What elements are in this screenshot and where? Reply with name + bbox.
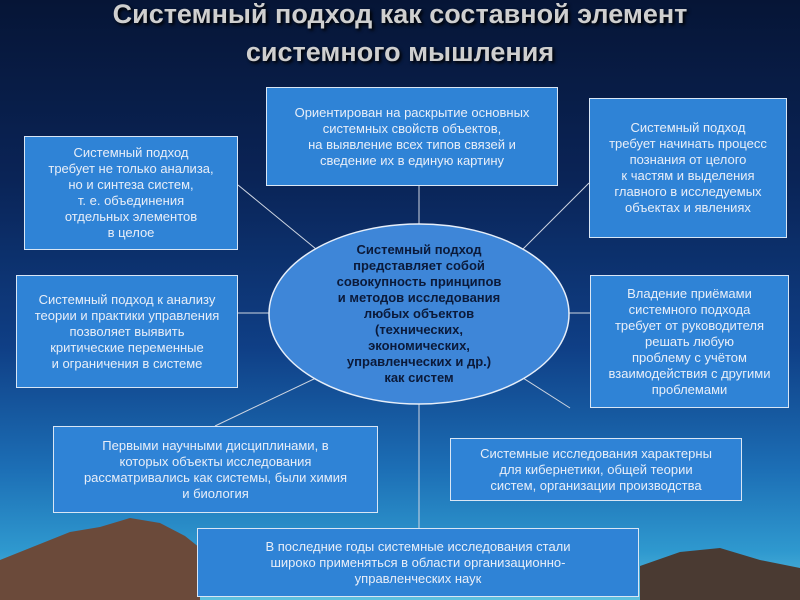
box-bottom-center: В последние годы системные исследования стали широко применяться в области организационно- управленческих наук: [197, 528, 639, 597]
mountain-silhouette: [0, 518, 200, 600]
mountain-silhouette-right: [640, 548, 800, 600]
box-bottom-right: Системные исследования характерны для кибернетики, общей теории систем, организации производства: [450, 438, 742, 501]
title-line-2: системного мышления: [245, 37, 555, 67]
box-top-left: Системный подход требует не только анализа, но и синтеза систем, т. е. объединения отдельных элементов в целое: [24, 136, 238, 250]
title-line-1: Системный подход как составной элемент: [112, 0, 688, 29]
box-bottom-left: Первыми научными дисциплинами, в которых объекты исследования рассматривались как системы, были химия и биология: [53, 426, 378, 513]
box-top-right: Системный подход требует начинать процесс познания от целого к частям и выделения главного в исследуемых объектах и явлениях: [589, 98, 787, 238]
center-concept-text: Системный подход представляет собой совокупность принципов и методов исследования любых объектов (технических, экономических, управленческих и др.) как систем: [336, 242, 502, 385]
box-mid-left: Системный подход к анализу теории и практики управления позволяет выявить критические переменные и ограничения в системе: [16, 275, 238, 388]
box-top-center: Ориентирован на раскрытие основных системных свойств объектов, на выявление всех типов связей и сведение их в единую картину: [266, 87, 558, 186]
box-mid-right: Владение приёмами системного подхода требует от руководителя решать любую проблему с учётом взаимодействия с другими проблемами: [590, 275, 789, 408]
